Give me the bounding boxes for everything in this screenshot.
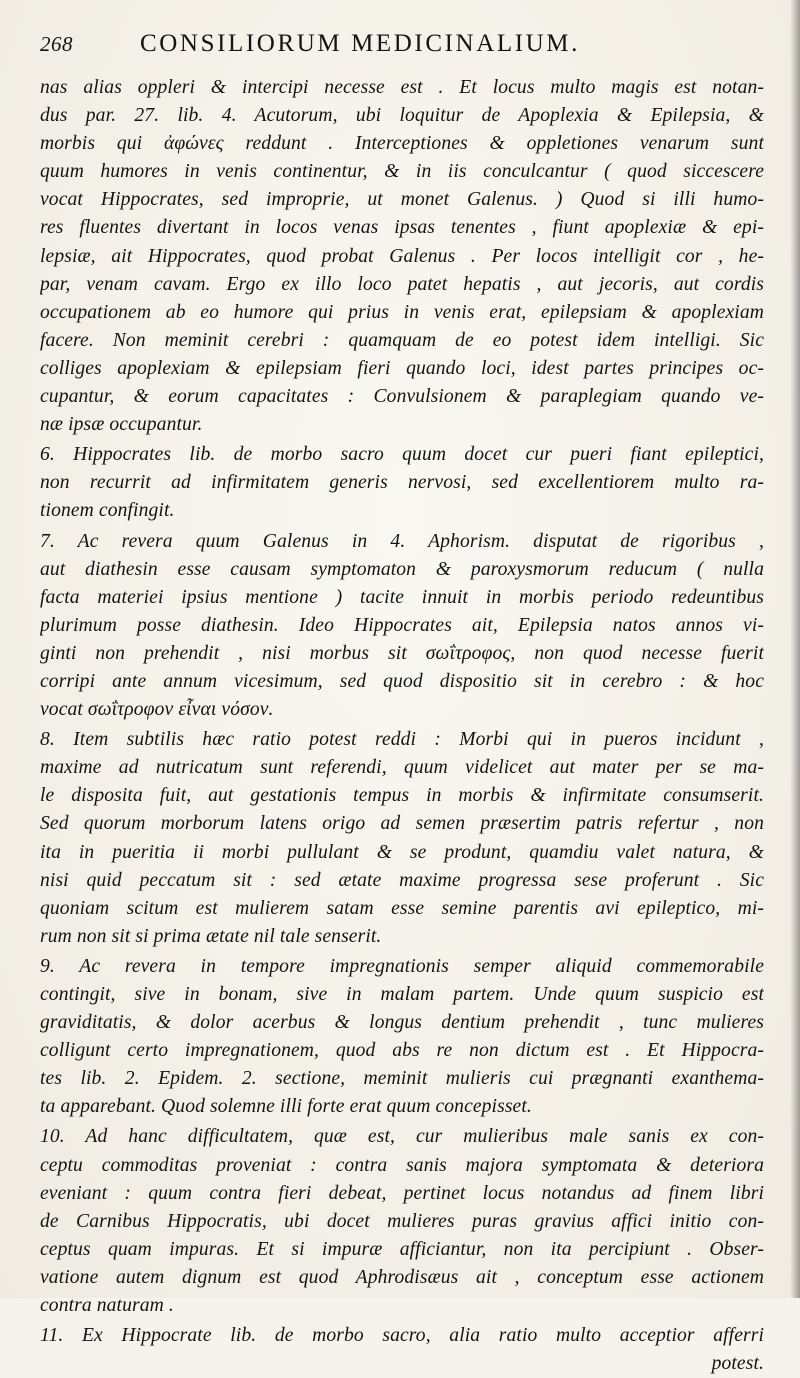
text-line: colligunt certo impregnationem, quod abs re non dictum est . Et Hippocra- xyxy=(40,1040,764,1062)
text-line: 6. Hippocrates lib. de morbo sacro quum docet cur pueri fiant epileptici, xyxy=(40,444,764,466)
text-line: ceptu commoditas proveniat : contra sanis majora symptomata & deteriora xyxy=(40,1154,764,1176)
paragraph xyxy=(40,528,764,725)
text-line: colliges apoplexiam & epilepsiam fieri quando loci, idest partes principes oc- xyxy=(40,357,764,379)
text-line: lepsiæ, ait Hippocrates, quod probat Galenus . Per locos intelligit cor , he- xyxy=(40,245,764,267)
text-line: maxime ad nutricatum sunt referendi, quum videlicet aut mater per se ma- xyxy=(40,757,764,779)
text-line: 11. Ex Hippocrate lib. de morbo sacro, alia ratio multo acceptior afferri xyxy=(40,1325,764,1347)
text-line: corripi ante annum vicesimum, sed quod dispositio sit in cerebro : & hoc xyxy=(40,670,764,692)
text-line: vatione autem dignum est quod Aphrodisæus ait , conceptum esse actionem xyxy=(40,1266,764,1288)
running-head xyxy=(40,30,764,72)
running-title: CONSILIORUM MEDICINALIUM. xyxy=(140,30,580,57)
text-line: res fluentes divertant in locos venas ipsas tenentes , fiunt apoplexiæ & epi- xyxy=(40,217,764,239)
text-line: 9. Ac revera in tempore impregnationis semper aliquid commemorabile xyxy=(40,955,764,977)
text-line: quoniam scitum est mulierem satam esse semine parentis avi epileptico, mi- xyxy=(40,897,764,919)
text-line: facta materiei ipsius mentione ) tacite innuit in morbis periodo redeuntibus xyxy=(40,586,764,608)
body-text xyxy=(40,74,764,1378)
text-line: de Carnibus Hippocratis, ubi docet mulieres puras gravius affici initio con- xyxy=(40,1210,764,1232)
text-line: 10. Ad hanc difficultatem, quæ est, cur mulieribus male sanis ex con- xyxy=(40,1126,764,1148)
text-line: contra naturam . xyxy=(40,1295,174,1317)
text-line: 7. Ac revera quum Galenus in 4. Aphorism. disputat de rigoribus , xyxy=(40,530,764,552)
text-line: vocat σωΐτροφον εἶναι νόσον. xyxy=(40,699,274,721)
paragraph xyxy=(40,441,764,525)
text-line-continuation: potest. xyxy=(711,1353,764,1375)
text-line: tionem confingit. xyxy=(40,500,175,522)
text-line: ita in pueritia ii morbi pullulant & se produnt, quamdiu valet natura, & xyxy=(40,841,764,863)
text-line: rum non sit si prima ætate nil tale senserit. xyxy=(40,925,382,947)
text-line: nisi quid peccatum sit : sed ætate maxime progressa sese proferunt . Sic xyxy=(40,869,764,891)
text-line: eveniant : quum contra fieri debeat, pertinet locus notandus ad finem libri xyxy=(40,1182,764,1204)
text-line: morbis qui ἀφώνες reddunt . Interceptiones & oppletiones venarum sunt xyxy=(40,133,764,155)
page-edge-shadow xyxy=(790,0,800,1298)
text-line: vocat Hippocrates, sed improprie, ut monet Galenus. ) Quod si illi humo- xyxy=(40,189,764,211)
text-line: tes lib. 2. Epidem. 2. sectione, meminit mulieris cui prægnanti exanthema- xyxy=(40,1068,764,1090)
text-line: plurimum posse diathesin. Ideo Hippocrates ait, Epilepsia natos annos vi- xyxy=(40,614,764,636)
text-line: aut diathesin esse causam symptomaton & paroxysmorum reducum ( nulla xyxy=(40,558,764,580)
text-line: graviditatis, & dolor acerbus & longus dentium prehendit , tunc mulieres xyxy=(40,1012,764,1034)
paragraph xyxy=(40,1322,764,1378)
text-line: facere. Non meminit cerebri : quamquam de eo potest idem intelligi. Sic xyxy=(40,329,764,351)
paragraph xyxy=(40,953,764,1122)
text-line: cupantur, & eorum capacitates : Convulsionem & paraplegiam quando ve- xyxy=(40,386,764,408)
text-line: nas alias oppleri & intercipi necesse est . Et locus multo magis est notan- xyxy=(40,77,764,98)
text-line: non recurrit ad infirmitatem generis nervosi, sed excellentiorem multo ra- xyxy=(40,472,764,494)
paragraph xyxy=(40,74,764,439)
text-line: contingit, sive in bonam, sive in malam partem. Unde quum suspicio est xyxy=(40,984,764,1005)
text-line: ta apparebant. Quod solemne illi forte erat quum concepisset. xyxy=(40,1096,532,1118)
page-number: 268 xyxy=(40,32,73,56)
text-line: quum humores in venis continentur, & in iis conculcantur ( quod siccescere xyxy=(40,161,764,183)
text-line: dus par. 27. lib. 4. Acutorum, ubi loquitur de Apoplexia & Epilepsia, & xyxy=(40,105,764,127)
text-line: le disposita fuit, aut gestationis tempus in morbis & infirmitate consumserit. xyxy=(40,785,764,807)
text-line: næ ipsæ occupantur. xyxy=(40,414,203,436)
text-line: par, venam cavam. Ergo ex illo loco patet hepatis , aut jecoris, aut cordis xyxy=(40,273,764,295)
text-line: ceptus quam impuras. Et si impuræ afficiantur, non ita percipiunt . Obser- xyxy=(40,1238,764,1260)
paragraph xyxy=(40,726,764,951)
paragraph xyxy=(40,1123,764,1320)
text-line: 8. Item subtilis hæc ratio potest reddi : Morbi qui in pueros incidunt , xyxy=(40,729,764,751)
text-line: occupationem ab eo humore qui prius in venis erat, epilepsiam & apoplexiam xyxy=(40,301,764,323)
text-line: ginti non prehendit , nisi morbus sit σωΐτροφος, non quod necesse fuerit xyxy=(40,642,764,664)
text-line: Sed quorum morborum latens origo ad semen præsertim patris refertur , non xyxy=(40,813,764,835)
